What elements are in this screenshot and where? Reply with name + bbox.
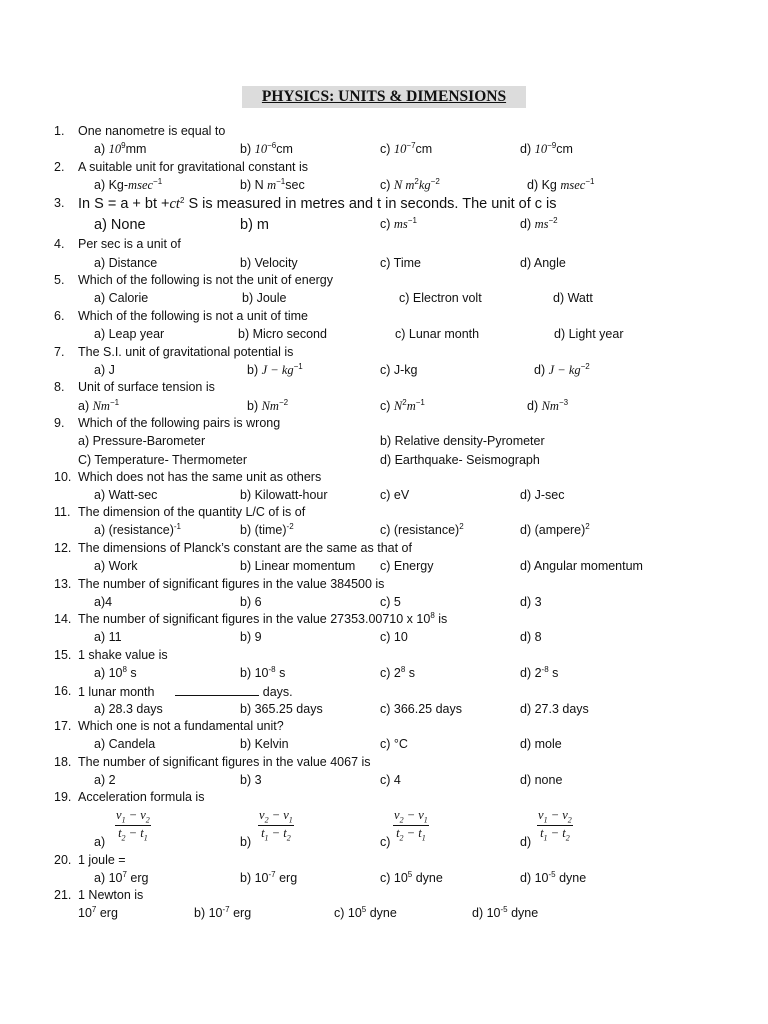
question-text: Unit of surface tension is [78, 380, 215, 394]
question-text: Per sec is a unit of [78, 237, 181, 251]
option-c: c) $10^{-7}cm$ [380, 141, 433, 156]
question-text: Which one is not a fundamental unit? [78, 719, 284, 733]
option-c: c) $N^2m^{-1}$ [380, 398, 425, 413]
question-number: 6. [54, 309, 65, 323]
option-d: d) $2^{-8}$ s [520, 665, 559, 680]
option-a: $10^7$ erg [78, 905, 118, 920]
option-c-label: c) [380, 835, 391, 849]
option-c: c) (resistance)$^2$ [380, 522, 464, 537]
option-b: b) Kelvin [240, 737, 289, 751]
question-number: 7. [54, 345, 65, 359]
question-text: In S = a + bt $+ct^2$ S is measured in metres and t in seconds. The unit of c is [78, 196, 557, 212]
question-number: 13. [54, 577, 72, 591]
question-text: 1 lunar month days. [78, 685, 293, 699]
option-d: d) Kg msec$^{-1}$ [527, 177, 595, 192]
option-d: d) (ampere)$^2$ [520, 522, 590, 537]
question-text: The dimensions of Planck’s constant are the same as that of [78, 541, 412, 555]
option-a: a) Candela [94, 737, 156, 751]
option-b: b) Kilowatt-hour [240, 488, 328, 502]
option-a-label: a) [94, 835, 106, 849]
option-a: a) Leap year [94, 327, 165, 341]
option-d-fraction: $\frac{v_1 - v_2}{t_1 - t_2}$ [538, 808, 572, 842]
question-number: 12. [54, 541, 72, 555]
question-number: 10. [54, 470, 72, 484]
question-text: The number of significant figures in the value 384500 is [78, 577, 385, 591]
option-d: d) $10^{-5}$ dyne [472, 905, 539, 920]
option-c: c) Lunar month [395, 327, 480, 341]
option-d: d) Angle [520, 256, 566, 270]
option-d: d) J-sec [520, 488, 565, 502]
option-d: d) none [520, 773, 563, 787]
option-c: c) 4 [380, 773, 401, 787]
option-a: a)4 [94, 595, 113, 609]
option-b: b) 9 [240, 630, 262, 644]
option-c: c) 10 [380, 630, 408, 644]
question-text: Which does not has the same unit as others [78, 470, 322, 484]
option-d: d) mole [520, 737, 562, 751]
question-text: The S.I. unit of gravitational potential is [78, 345, 294, 359]
question-number: 1. [54, 124, 65, 138]
question-number: 11. [54, 505, 71, 519]
option-a: a) 11 [94, 630, 122, 644]
question-number: 17. [54, 719, 72, 733]
option-b: b) Micro second [238, 327, 327, 341]
option-b: b) N $m^{-1}\sec$ [240, 177, 305, 192]
option-d: d) Light year [554, 327, 624, 341]
option-d: d) $ms^{-2}$ [520, 216, 558, 231]
option-a: a) 28.3 days [94, 702, 163, 716]
option-a: a) Watt-sec [94, 488, 158, 502]
option-b: b) $10^{-7}$ erg [194, 905, 252, 920]
option-b: b) 365.25 days [240, 702, 323, 716]
question-text: 1 shake value is [78, 648, 168, 662]
question-text: 1 Newton is [78, 888, 144, 902]
option-b: b) m [240, 217, 269, 233]
question-number: 20. [54, 853, 72, 867]
option-b: b) $10^{-7}$ erg [240, 870, 298, 885]
question-number: 2. [54, 160, 65, 174]
option-d: d) $Nm^{-3}$ [527, 398, 569, 413]
option-a: a) Calorie [94, 291, 149, 305]
question-number: 21. [54, 888, 72, 902]
option-b: b) $10^{-8}$ s [240, 665, 286, 680]
question-number: 3. [54, 196, 65, 210]
page-title: PHYSICS: UNITS & DIMENSIONS [242, 86, 526, 108]
option-a: a) Pressure-Barometer [78, 434, 206, 448]
option-d: d) 3 [520, 595, 542, 609]
option-c: c) 5 [380, 595, 401, 609]
option-b: b) (time)$^{-2}$ [240, 522, 294, 537]
option-a-fraction: $\frac{v_1 - v_2}{t_2 - t_1}$ [116, 808, 150, 842]
option-d: d) 8 [520, 630, 542, 644]
option-c: c) °C [380, 737, 408, 751]
question-text: Acceleration formula is [78, 790, 205, 804]
option-b-fraction: $\frac{v_2 - v_1}{t_1 - t_2}$ [259, 808, 293, 842]
option-b-label: b) [240, 835, 252, 849]
option-c: c) J-kg [380, 363, 418, 377]
option-d: d) Watt [553, 291, 593, 305]
option-d: d) Earthquake- Seismograph [380, 453, 540, 467]
answer-blank [175, 684, 259, 696]
option-b: b) $J - kg^{-1}$ [247, 362, 303, 377]
question-number: 8. [54, 380, 65, 394]
question-text: The dimension of the quantity L/C of is of [78, 505, 306, 519]
option-a: a) Work [94, 559, 138, 573]
question-text: The number of significant figures in the value 4067 is [78, 755, 371, 769]
question-text: A suitable unit for gravitational constant is [78, 160, 308, 174]
question-number: 19. [54, 790, 72, 804]
option-b: b) Relative density-Pyrometer [380, 434, 545, 448]
option-b: b) Joule [242, 291, 287, 305]
option-c: c) eV [380, 488, 410, 502]
option-b: b) Linear momentum [240, 559, 356, 573]
option-c: c) 366.25 days [380, 702, 462, 716]
option-c: c) Energy [380, 559, 434, 573]
option-d: d) 27.3 days [520, 702, 589, 716]
option-b: b) 6 [240, 595, 262, 609]
option-b: b) $Nm^{-2}$ [247, 398, 289, 413]
option-d: d) Angular momentum [520, 559, 643, 573]
option-a: a) J [94, 363, 115, 377]
question-number: 4. [54, 237, 65, 251]
option-a: a) $10^9mm$ [94, 141, 147, 156]
question-text: Which of the following is not a unit of time [78, 309, 308, 323]
option-b: b) $10^{-6}cm$ [240, 141, 293, 156]
option-c: c) Electron volt [399, 291, 482, 305]
question-text: The number of significant figures in the value 27353.00710 x $10^8$ is [78, 611, 448, 626]
option-a: a) (resistance)$^{-1}$ [94, 522, 182, 537]
question-number: 18. [54, 755, 72, 769]
option-c: c) N $m^2kg^{-2}$ [380, 177, 440, 192]
question-text: 1 joule = [78, 853, 126, 867]
question-text: One nanometre is equal to [78, 124, 226, 138]
question-number: 16. [54, 684, 72, 698]
option-a: a) Distance [94, 256, 158, 270]
option-c: c) Time [380, 256, 421, 270]
question-number: 15. [54, 648, 72, 662]
option-a: a) $10^7$ erg [94, 870, 149, 885]
option-c: c) $10^5$ dyne [380, 870, 443, 885]
question-number: 5. [54, 273, 65, 287]
question-number: 9. [54, 416, 65, 430]
option-d-label: d) [520, 835, 532, 849]
option-a: a) $Nm^{-1}$ [78, 398, 120, 413]
option-a: a) Kg-msec$^{-1}$ [94, 177, 163, 192]
option-c-fraction: $\frac{v_2 - v_1}{t_2 - t_1}$ [394, 808, 428, 842]
option-d: d) $10^{-9}cm$ [520, 141, 573, 156]
option-a: a) $10^8$ s [94, 665, 137, 680]
option-c: c) $2^8$ s [380, 665, 416, 680]
question-number: 14. [54, 612, 72, 626]
option-c: c) $10^5$ dyne [334, 905, 397, 920]
option-a: a) None [94, 217, 146, 233]
option-b: b) Velocity [240, 256, 298, 270]
question-text: Which of the following pairs is wrong [78, 416, 281, 430]
option-b: b) 3 [240, 773, 262, 787]
option-a: a) 2 [94, 773, 116, 787]
question-text: Which of the following is not the unit of energy [78, 273, 334, 287]
option-c: C) Temperature- Thermometer [78, 453, 248, 467]
option-d: d) $J - kg^{-2}$ [534, 362, 590, 377]
option-c: c) $ms^{-1}$ [380, 216, 417, 231]
option-d: d) $10^{-5}$ dyne [520, 870, 587, 885]
